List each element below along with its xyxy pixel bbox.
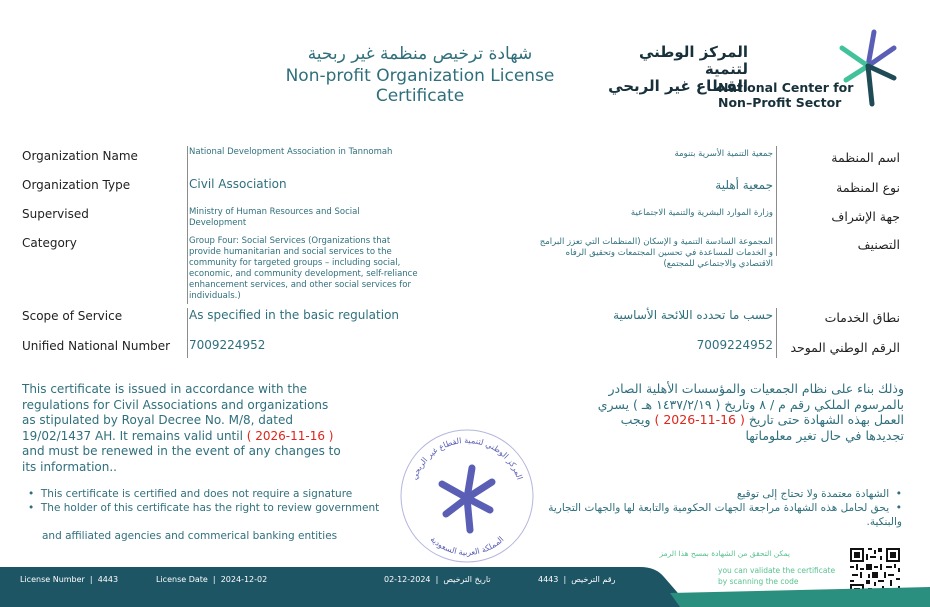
footer-license-number-ar: 4443 | رقم الترخيص <box>538 575 616 584</box>
qr-note-arabic: يمكن التحقق من الشهادة بمسح هذا الرمز <box>659 549 790 558</box>
certificate-title-english: Non-profit Organization License Certificate <box>285 66 555 106</box>
supervised-label-en: Supervised <box>22 207 89 221</box>
ncnp-logo-icon <box>836 26 900 110</box>
scope-label-en: Scope of Service <box>22 309 123 323</box>
validity-date-ar: ( 16-11-2026 ) <box>654 412 745 427</box>
logo-text-english: National Center for Non–Profit Sector <box>718 80 854 110</box>
unified-number-value-en: 7009224952 <box>189 338 266 352</box>
org-name-value-en: National Development Association in Tannomah <box>189 147 393 157</box>
bullet-en-1: • This certificate is certified and does not require a signature <box>28 488 353 500</box>
bullet-ar-1: • الشهادة معتمدة ولا تحتاج إلى توقيع <box>736 488 902 500</box>
org-name-label-ar: اسم المنظمة <box>831 150 900 165</box>
divider-right <box>776 146 777 256</box>
divider-right-lower <box>776 308 777 358</box>
bullet-ar-2: • يحق لحامل هذه الشهادة مراجعة الجهات الحكومية والتابعة لها والجهات التجارية والبنكية. <box>548 502 902 528</box>
svg-text:المركز الوطني لتنمية القطاع غي: المركز الوطني لتنمية القطاع غير الربحي <box>409 435 525 481</box>
supervised-value-ar: وزارة الموارد البشرية والتنمية الاجتماعية <box>630 208 773 218</box>
qr-note-en-1: you can validate the certificate <box>718 566 836 575</box>
org-name-label-en: Organization Name <box>22 149 138 163</box>
category-value-ar: المجموعة السادسة التنمية و الإسكان (المنظمات التي تعزز البرامج و الخدمات للمساعدة في تحسين المجتمعات وتحقيق الرفاه الاقتصادي والاجتماعي للمجتمع) <box>539 237 773 269</box>
org-type-value-ar: جمعية أهلية <box>715 178 773 192</box>
supervised-label-ar: جهة الإشراف <box>831 209 900 224</box>
supervised-value-en: Ministry of Human Resources and Social Development <box>189 207 360 228</box>
org-name-value-ar: جمعية التنمية الأسرية بتنومة <box>674 149 773 159</box>
category-label-en: Category <box>22 236 77 250</box>
org-type-label-en: Organization Type <box>22 178 131 192</box>
validity-date-en: ( 2026-11-16 ) <box>246 428 334 443</box>
certificate-title-arabic: شهادة ترخيص منظمة غير ربحية <box>307 44 533 64</box>
bullet-en-2: • The holder of this certificate has the right to review government <box>28 502 380 514</box>
footer-bar <box>0 567 930 607</box>
unified-number-value-ar: 7009224952 <box>696 338 773 352</box>
official-seal-icon <box>392 418 542 564</box>
category-value-en: Group Four: Social Services (Organizations that provide humanitarian and social services to the community for targeted groups – including social, economic, and community development, self-reliance enhancement services, and other social services for individuals.) <box>189 236 418 301</box>
logo-text-arabic: المركز الوطني لتنمية القطاع غير الربحي <box>608 43 748 95</box>
scope-value-en: As specified in the basic regulation <box>189 308 400 322</box>
svg-text:المملكة العربية السعودية: المملكة العربية السعودية <box>428 534 506 558</box>
category-label-ar: التصنيف <box>857 237 900 252</box>
divider-left <box>187 146 188 304</box>
bullet-en-2-cont: and affiliated agencies and commerical banking entities <box>42 530 338 542</box>
statement-arabic: وذلك بناء على نظام الجمعيات والمؤسسات الأهلية الصادر بالمرسوم الملكي رقم م / ٨ وتاريخ ( ١٤٣٧/٢/١٩ هـ ) يسري العمل بهذه الشهادة حتى تاريخ ( 16-11-2026 ) ويجب تجديدها في حال تغير معلوماتها <box>597 381 904 443</box>
divider-left-lower <box>187 308 188 358</box>
footer-license-number-en: License Number | 4443 <box>20 575 119 584</box>
statement-english: This certificate is issued in accordance with the regulations for Civil Associations and organizations as stipulated by Royal Decree No. M/8, dated 19/02/1437 AH. It remains valid until ( 2026-11-16 ) and must be renewed in the event of any changes to its information.. <box>22 382 341 474</box>
scope-value-ar: حسب ما تحدده اللائحة الأساسية <box>613 308 773 322</box>
footer-license-date-ar: 02-12-2024 | تاريخ الترخيص <box>384 575 491 584</box>
unified-number-label-ar: الرقم الوطني الموحد <box>790 340 900 355</box>
qr-note-en-2: by scanning the code <box>718 577 799 586</box>
org-type-value-en: Civil Association <box>189 177 287 191</box>
scope-label-ar: نطاق الخدمات <box>824 310 900 325</box>
footer-license-date-en: License Date | 2024-12-02 <box>156 575 268 584</box>
unified-number-label-en: Unified National Number <box>22 339 171 353</box>
org-type-label-ar: نوع المنظمة <box>836 180 900 195</box>
